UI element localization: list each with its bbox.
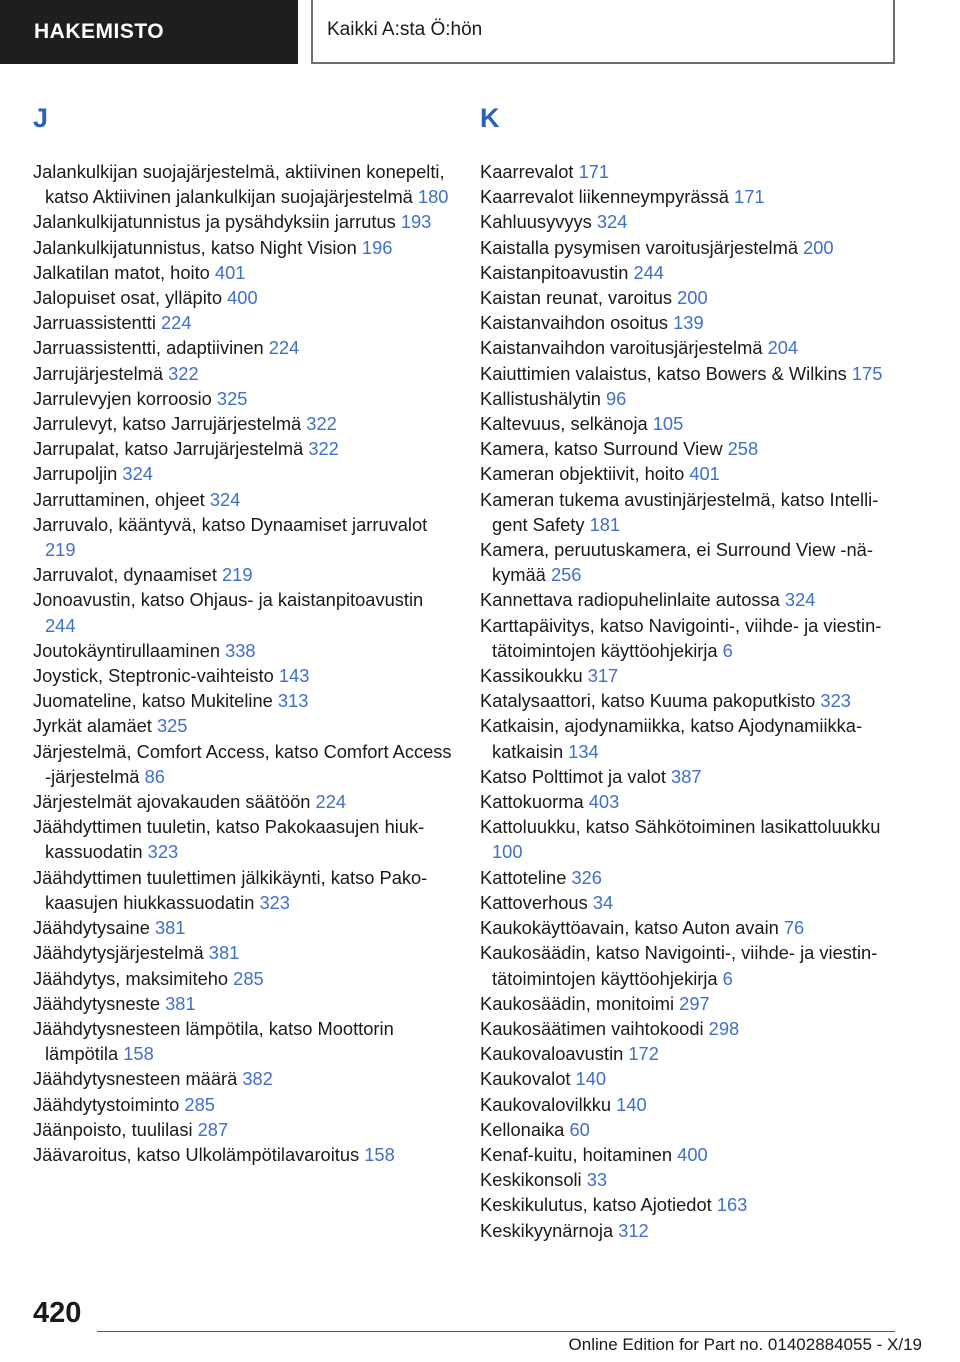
entry-text: Jarruvalot, dynaamiset: [33, 564, 222, 586]
page-reference-link[interactable]: 401: [214, 261, 246, 283]
page-reference-link[interactable]: 322: [308, 438, 339, 460]
index-entry: [480, 1117, 900, 1142]
entry-text: Kameran objektiivit, hoito: [480, 463, 690, 485]
entry-text: Jarrulevyt, katso Jarrujärjestelmä: [33, 413, 307, 435]
index-entry: [33, 487, 453, 512]
index-entry: [33, 1117, 453, 1142]
entry-text: Kameran tukema avustinjärjestelmä, katso Intelligent Safety: [480, 488, 879, 535]
entry-text: Kaukovaloavustin: [480, 1043, 629, 1065]
entry-text: Kaukosäädin, katso Navigointi-, viihde- ja viestintätoimintojen käyttöohjekirja: [480, 942, 878, 989]
index-entry: [33, 663, 453, 688]
entry-text: Kaarrevalot: [480, 161, 579, 182]
page-reference-link[interactable]: 34: [592, 891, 614, 913]
entry-text: Jalopuiset osat, ylläpito: [33, 287, 228, 309]
page-reference-link[interactable]: 325: [156, 715, 188, 737]
entry-list: [33, 159, 453, 1167]
page-reference-link[interactable]: 76: [783, 917, 805, 939]
footer-divider: [97, 1331, 895, 1332]
entry-text: Kaistan reunat, varoitus: [480, 287, 678, 309]
entry-text: Karttapäivitys, katso Navigointi-, viihde- ja viestintätoimintojen käyttöohjekirja: [480, 614, 882, 661]
index-letter: J: [33, 103, 49, 133]
page-reference-link[interactable]: 324: [122, 463, 153, 485]
page-reference-link[interactable]: 324: [209, 488, 241, 510]
page-reference-link[interactable]: 287: [197, 1118, 229, 1140]
page-reference-link[interactable]: 134: [568, 740, 599, 762]
page-reference-link[interactable]: 403: [588, 791, 620, 813]
page-reference-link[interactable]: 105: [652, 413, 684, 435]
index-entry: [480, 487, 900, 537]
index-entry: [480, 537, 900, 587]
index-entry: [480, 411, 900, 436]
page-reference-link[interactable]: 322: [168, 362, 199, 384]
index-entry: [33, 1092, 453, 1117]
page-reference-link[interactable]: 382: [242, 1068, 273, 1090]
page-reference-link[interactable]: 338: [225, 639, 256, 661]
index-entry: [33, 1142, 453, 1167]
index-entry: [33, 966, 453, 991]
page-reference-link[interactable]: 224: [315, 791, 347, 813]
index-entry: [480, 1192, 900, 1217]
page-reference-link[interactable]: 143: [278, 665, 310, 687]
entry-text: Kaukosäätimen vaihtokoodi: [480, 1017, 709, 1039]
page-reference-link[interactable]: 6: [722, 967, 733, 989]
entry-text: Jarrujärjestelmä: [33, 362, 169, 384]
index-entry: [33, 436, 453, 461]
entry-text: Kattoluukku, katso Sähkötoiminen lasikattoluukku: [480, 816, 881, 838]
entry-text: Kaukokäyttöavain, katso Auton avain: [480, 917, 784, 939]
index-entry: [480, 285, 900, 310]
page-reference-link[interactable]: 224: [268, 337, 300, 359]
page-reference-link[interactable]: 140: [616, 1093, 647, 1115]
index-entry: [33, 461, 453, 486]
page-number: 420: [33, 1297, 82, 1329]
entry-text: Kallistushälytin: [480, 387, 606, 409]
index-entry: [480, 235, 900, 260]
entry-text: Joystick, Steptronic-vaihteisto: [33, 665, 279, 687]
entry-text: Jalankulkijan suojajärjestelmä, aktiivinen konepelti, katso Aktiivinen jalankulkijan suojajärjestelmä: [33, 161, 445, 208]
entry-text: Järjestelmät ajovakauden säätöön: [33, 791, 316, 813]
index-entry: [480, 865, 900, 890]
entry-text: Kattoteline: [480, 866, 572, 888]
entry-text: Kaistanpitoavustin: [480, 261, 634, 283]
index-entry: [480, 209, 900, 234]
entry-text: Juomateline, katso Mukiteline: [33, 690, 278, 712]
entry-text: Jyrkät alamäet: [33, 715, 157, 737]
page-reference-link[interactable]: 381: [165, 992, 196, 1014]
index-entry: [480, 260, 900, 285]
entry-text: Kaukovalot: [480, 1068, 576, 1090]
entry-text: Joutokäyntirullaaminen: [33, 639, 226, 661]
page-reference-link[interactable]: 323: [820, 690, 851, 712]
index-column-j: [33, 100, 453, 1167]
index-entry: [480, 789, 900, 814]
entry-text: Keskikulutus, katso Ajotiedot: [480, 1194, 717, 1216]
index-entry: [33, 915, 453, 940]
index-entry: [33, 1066, 453, 1091]
entry-text: Katkaisin, ajodynamiikka, katso Ajodynamiikkakatkaisin: [480, 715, 863, 762]
entry-text: Jalkatilan matot, hoito: [33, 261, 215, 283]
index-entry: [480, 688, 900, 713]
entry-text: Kaarrevalot liikenneympyrässä: [480, 186, 735, 208]
index-entry: [480, 310, 900, 335]
page-header: [0, 0, 960, 66]
entry-text: Jäähdytysnesteen lämpötila, katso Moottorin lämpötila: [33, 1017, 394, 1065]
page-reference-link[interactable]: 244: [45, 614, 76, 636]
entry-text: Keskikonsoli: [480, 1169, 587, 1191]
index-entry: [480, 915, 900, 940]
page-reference-link[interactable]: 100: [492, 841, 523, 863]
entry-text: Kaistanvaihdon osoitus: [480, 312, 674, 334]
entry-text: Katso Polttimot ja valot: [480, 765, 672, 787]
index-entry: [33, 814, 453, 864]
entry-list: [480, 159, 900, 1243]
page-reference-link[interactable]: 200: [677, 287, 708, 309]
section-subtitle: Kaikki A:sta Ö:hön: [311, 0, 895, 64]
page-reference-link[interactable]: 298: [708, 1017, 740, 1039]
page-reference-link[interactable]: 33: [586, 1169, 608, 1191]
index-entry: [480, 1142, 900, 1167]
page-reference-link[interactable]: 317: [587, 665, 619, 687]
page-reference-link[interactable]: 326: [571, 866, 602, 888]
page-reference-link[interactable]: 285: [184, 1093, 215, 1115]
index-entry: [480, 764, 900, 789]
page-reference-link[interactable]: 175: [851, 362, 883, 384]
page-reference-link[interactable]: 258: [727, 438, 759, 460]
index-entry: [33, 335, 453, 360]
entry-text: Jarrulevyjen korroosio: [33, 387, 217, 409]
entry-text: Järjestelmä, Comfort Access, katso Comfort Access -järjestelmä: [33, 740, 452, 787]
page-reference-link[interactable]: 6: [722, 639, 733, 661]
entry-text: Kaltevuus, selkänoja: [480, 413, 653, 435]
entry-text: Keskikyynärnoja: [480, 1219, 619, 1241]
entry-text: Jäähdytystoiminto: [33, 1093, 185, 1115]
entry-text: Kaistalla pysymisen varoitusjärjestelmä: [480, 236, 804, 258]
entry-text: Kattoverhous: [480, 891, 593, 913]
page-reference-link[interactable]: 324: [784, 589, 816, 611]
index-entry: [33, 587, 453, 637]
entry-text: Jarrupalat, katso Jarrujärjestelmä: [33, 438, 309, 460]
index-entry: [33, 411, 453, 436]
index-entry: [480, 335, 900, 360]
index-entry: [33, 361, 453, 386]
page-reference-link[interactable]: 163: [716, 1194, 748, 1216]
entry-text: Kaistanvaihdon varoitusjärjestelmä: [480, 337, 768, 359]
index-entry: [33, 739, 453, 789]
index-entry: [33, 940, 453, 965]
entry-text: Kaukosäädin, monitoimi: [480, 992, 680, 1014]
page-reference-link[interactable]: 312: [618, 1219, 649, 1241]
entry-text: Jalankulkijatunnistus, katso Night Vision: [33, 236, 362, 258]
entry-text: Jäävaroitus, katso Ulkolämpötilavaroitus: [33, 1143, 365, 1165]
page-reference-link[interactable]: 171: [734, 186, 765, 208]
entry-text: Kenaf-kuitu, hoitaminen: [480, 1143, 678, 1165]
index-entry: [33, 638, 453, 663]
index-entry: [33, 285, 453, 310]
index-entry: [33, 159, 453, 209]
index-entry: [480, 1016, 900, 1041]
entry-text: Kellonaika: [480, 1118, 570, 1140]
index-entry: [33, 235, 453, 260]
entry-text: Kamera, peruutuskamera, ei Surround View -näkymää: [480, 539, 873, 586]
page-reference-link[interactable]: 196: [361, 236, 393, 258]
entry-text: Kamera, katso Surround View: [480, 438, 728, 460]
entry-text: Jäähdytysnesteen määrä: [33, 1068, 243, 1090]
entry-text: Jarruvalo, kääntyvä, katso Dynaamiset jarruvalot: [33, 513, 428, 535]
index-entry: [33, 865, 453, 915]
index-entry: [480, 890, 900, 915]
entry-text: Jäähdytysjärjestelmä: [33, 942, 209, 964]
page-reference-link[interactable]: 86: [144, 765, 165, 787]
index-entry: [480, 361, 900, 386]
page-reference-link[interactable]: 313: [277, 690, 309, 712]
page-reference-link[interactable]: 224: [161, 312, 192, 334]
index-entry: [33, 310, 453, 335]
index-entry: [33, 789, 453, 814]
page-reference-link[interactable]: 158: [364, 1143, 395, 1165]
index-letter: K: [480, 103, 500, 133]
index-column-k: [480, 100, 900, 1243]
index-entry: [33, 991, 453, 1016]
page-reference-link[interactable]: 60: [569, 1118, 590, 1140]
entry-text: Katalysaattori, katso Kuuma pakoputkisto: [480, 690, 821, 712]
page-reference-link[interactable]: 297: [679, 992, 710, 1014]
page-reference-link[interactable]: 322: [306, 413, 337, 435]
index-entry: [480, 940, 900, 990]
page-reference-link[interactable]: 381: [208, 942, 240, 964]
page-reference-link[interactable]: 219: [45, 539, 76, 561]
page-reference-link[interactable]: 323: [259, 891, 290, 913]
page-reference-link[interactable]: 244: [633, 261, 664, 283]
entry-text: Jarruassistentti, adaptiivinen: [33, 337, 269, 359]
page-reference-link[interactable]: 400: [227, 287, 258, 309]
index-entry: [480, 1167, 900, 1192]
entry-text: Jarruttaminen, ohjeet: [33, 488, 210, 510]
index-entry: [480, 991, 900, 1016]
entry-text: Jäähdyttimen tuulettimen jälkikäynti, katso Pakokaasujen hiukkassuodatin: [33, 866, 428, 913]
index-entry: [480, 1218, 900, 1243]
entry-text: Jarrupoljin: [33, 463, 123, 485]
page-reference-link[interactable]: 256: [550, 564, 582, 586]
entry-text: Kaukovalovilkku: [480, 1093, 617, 1115]
index-entry: [480, 814, 900, 864]
page-reference-link[interactable]: 400: [677, 1143, 708, 1165]
entry-text: Jäähdytysaine: [33, 917, 155, 939]
entry-text: Jäänpoisto, tuulilasi: [33, 1118, 198, 1140]
page-reference-link[interactable]: 172: [628, 1043, 659, 1065]
index-entry: [33, 209, 453, 234]
page-reference-link[interactable]: 140: [575, 1068, 607, 1090]
index-entry: [480, 587, 900, 612]
page-reference-link[interactable]: 325: [216, 387, 248, 409]
index-entry: [480, 386, 900, 411]
section-tab: HAKEMISTO: [0, 0, 298, 64]
page-reference-link[interactable]: 381: [154, 917, 186, 939]
page-reference-link[interactable]: 219: [222, 564, 253, 586]
index-entry: [33, 512, 453, 562]
index-entry: [480, 1066, 900, 1091]
page-reference-link[interactable]: 401: [689, 463, 720, 485]
page-reference-link[interactable]: 181: [589, 513, 621, 535]
index-entry: [33, 562, 453, 587]
entry-text: Jäähdytys, maksimiteho: [33, 967, 234, 989]
entry-text: Kassikoukku: [480, 665, 588, 687]
index-entry: [480, 461, 900, 486]
index-entry: [33, 260, 453, 285]
index-entry: [33, 713, 453, 738]
edition-note: Online Edition for Part no. 01402884055 - X/19: [568, 1335, 922, 1354]
entry-text: Kannettava radiopuhelinlaite autossa: [480, 589, 785, 611]
page-reference-link[interactable]: 324: [596, 211, 628, 233]
index-entry: [33, 1016, 453, 1066]
index-entry: [480, 713, 900, 763]
entry-text: Jäähdyttimen tuuletin, katso Pakokaasujen hiukkassuodatin: [33, 816, 425, 863]
index-entry: [480, 1041, 900, 1066]
page-reference-link[interactable]: 158: [123, 1043, 154, 1065]
index-entry: [33, 688, 453, 713]
page-reference-link[interactable]: 387: [671, 765, 702, 787]
entry-text: Jalankulkijatunnistus ja pysähdyksiin jarrutus: [33, 211, 401, 233]
page-reference-link[interactable]: 204: [767, 337, 799, 359]
page-reference-link[interactable]: 139: [673, 312, 704, 334]
index-entry: [480, 184, 900, 209]
page-reference-link[interactable]: 171: [578, 161, 610, 182]
page-reference-link[interactable]: 200: [803, 236, 834, 258]
entry-text: Kattokuorma: [480, 791, 589, 813]
index-entry: [480, 663, 900, 688]
page-reference-link[interactable]: 285: [233, 967, 264, 989]
index-entry: [480, 159, 900, 184]
index-entry: [480, 613, 900, 663]
entry-text: Jäähdytysneste: [33, 992, 166, 1014]
entry-text: Kaiuttimien valaistus, katso Bowers & Wilkins: [480, 362, 852, 384]
page-reference-link[interactable]: 96: [606, 387, 627, 409]
index-entry: [480, 436, 900, 461]
page-reference-link[interactable]: 193: [400, 211, 432, 233]
page-reference-link[interactable]: 180: [417, 186, 449, 208]
page-reference-link[interactable]: 323: [147, 841, 179, 863]
index-entry: [33, 386, 453, 411]
entry-text: Kahluusyvyys: [480, 211, 597, 233]
entry-text: Jarruassistentti: [33, 312, 162, 334]
index-entry: [480, 1092, 900, 1117]
entry-text: Jonoavustin, katso Ohjaus- ja kaistanpitoavustin: [33, 589, 424, 611]
